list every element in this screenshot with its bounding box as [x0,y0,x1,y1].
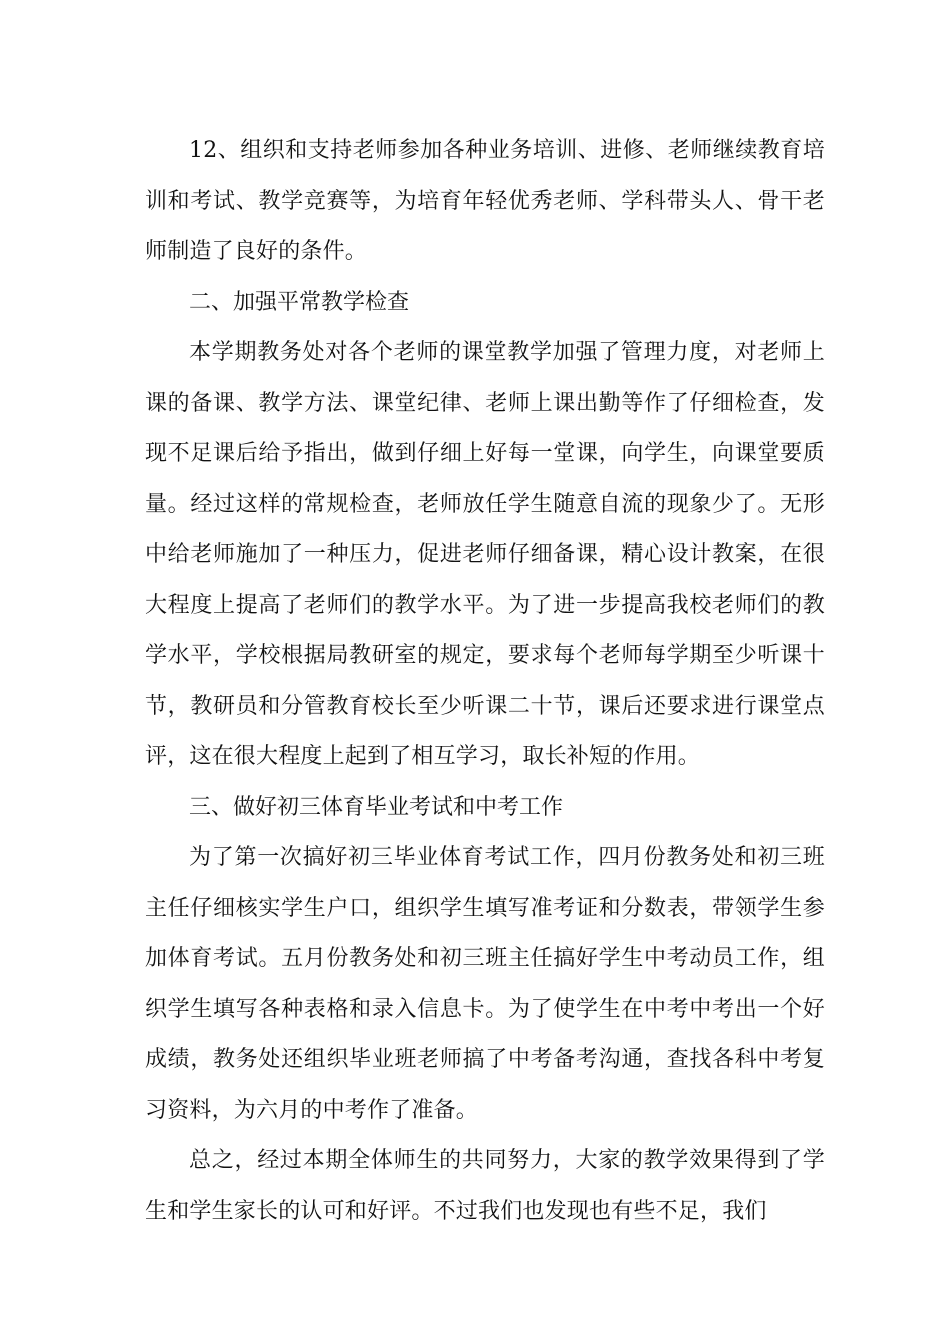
document-body [145,126,825,1237]
section-heading-exams: 三、做好初三体育毕业考试和中考工作 [189,794,564,820]
paragraph-inspection: 本学期教务处对各个老师的课堂教学加强了管理力度，对老师上课的备课、教学方法、课堂纪律、老师上课出勤等作了仔细检查，发现不足课后给予指出，做到仔细上好每一堂课，向学生，向课堂要质量。经过这样的常规检查，老师放任学生随意自流的现象少了。无形中给老师施加了一种压力，促进老师仔细备课，精心设计教案，在很大程度上提高了老师们的教学水平。为了进一步提高我校老师们的教学水平，学校根据局教研室的规定，要求每个老师每学期至少听课十节，教研员和分管教育校长至少听课二十节，课后还要求进行课堂点评，这在很大程度上起到了相互学习，取长补短的作用。 [145,340,825,769]
paragraph-summary: 总之，经过本期全体师生的共同努力，大家的教学效果得到了学生和学生家长的认可和好评。不过我们也发现也有些不足，我们 [145,1148,825,1224]
section-heading-inspection: 二、加强平常教学检查 [189,289,410,315]
paragraph-exams: 为了第一次搞好初三毕业体育考试工作，四月份教务处和初三班主任仔细核实学生户口，组织学生填写准考证和分数表，带领学生参加体育考试。五月份教务处和初三班主任搞好学生中考动员工作，组织学生填写各种表格和录入信息卡。为了使学生在中考中考出一个好成绩，教务处还组织毕业班老师搞了中考备考沟通，查找各科中考复习资料，为六月的中考作了准备。 [145,845,825,1123]
paragraph-training: 12、组织和支持老师参加各种业务培训、进修、老师继续教育培训和考试、教学竞赛等，为培育年轻优秀老师、学科带头人、骨干老师制造了良好的条件。 [145,138,825,264]
